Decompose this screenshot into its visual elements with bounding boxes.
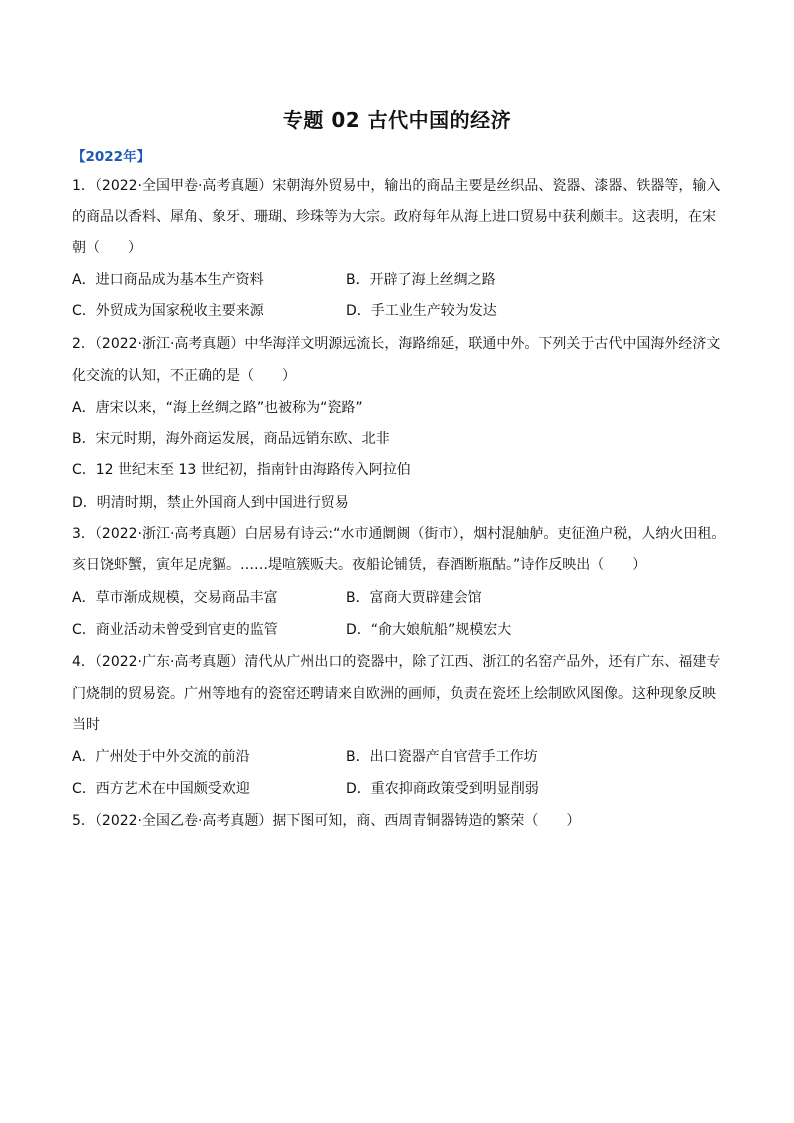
page-title: 专题 02 古代中国的经济: [282, 108, 512, 132]
q3-option-c: C．商业活动未曾受到官吏的监管: [72, 622, 278, 638]
q2-stem-line-1: 2．（2022·浙江·高考真题）中华海洋文明源远流长，海路绵延，联通中外。下列关于古代中国海外经济文: [72, 336, 721, 352]
q1-option-d: D．手工业生产较为发达: [346, 303, 497, 319]
q3-option-b: B．富商大贾辟建会馆: [346, 590, 482, 606]
q1-stem-line-3: 朝（ ）: [72, 240, 142, 256]
q2-stem-line-2: 化交流的认知，不正确的是（ ）: [72, 368, 296, 384]
q4-stem-line-1: 4．（2022·广东·高考真题）清代从广州出口的瓷器中，除了江西、浙江的名窑产品外，还有广东、福建专: [72, 654, 721, 670]
q2-option-a: A．唐宋以来，“海上丝绸之路”也被称为“瓷路”: [72, 400, 363, 416]
section-year-label: 【2022年】: [72, 149, 151, 165]
q4-option-a: A．广州处于中外交流的前沿: [72, 749, 250, 765]
q1-stem-line-1: 1．（2022·全国甲卷·高考真题）宋朝海外贸易中，输出的商品主要是丝织品、瓷器、漆器、铁器等，输入: [72, 178, 721, 194]
q2-option-c: C．12 世纪末至 13 世纪初，指南针由海路传入阿拉伯: [72, 462, 411, 478]
q3-stem-line-1: 3．（2022·浙江·高考真题）白居易有诗云:“水市通阛阓（街市），烟村混舳舻。吏征渔户税，人纳火田租。: [72, 526, 726, 542]
q5-stem-line-1: 5．（2022·全国乙卷·高考真题）据下图可知，商、西周青铜器铸造的繁荣（ ）: [72, 813, 581, 829]
q1-option-b: B．开辟了海上丝绸之路: [346, 272, 496, 288]
q4-option-d: D．重农抑商政策受到明显削弱: [346, 781, 539, 797]
q1-option-c: C．外贸成为国家税收主要来源: [72, 303, 264, 319]
q4-option-b: B．出口瓷器产自官营手工作坊: [346, 749, 538, 765]
q2-option-d: D．明清时期，禁止外国商人到中国进行贸易: [72, 495, 349, 511]
q1-stem-line-2: 的商品以香料、犀角、象牙、珊瑚、珍珠等为大宗。政府每年从海上进口贸易中获利颇丰。这表明，在宋: [72, 209, 716, 225]
q4-option-c: C．西方艺术在中国颇受欢迎: [72, 781, 250, 797]
q2-option-b: B．宋元时期，海外商运发展，商品远销东欧、北非: [72, 431, 390, 447]
q3-option-d: D．“俞大娘航船”规模宏大: [346, 622, 512, 638]
q3-stem-line-2: 亥日饶虾蟹，寅年足虎貙。……堤喧簇贩夫。夜船论铺赁，春酒断瓶酤。”诗作反映出（ ）: [72, 557, 647, 573]
q3-option-a: A．草市渐成规模，交易商品丰富: [72, 590, 278, 606]
q4-stem-line-3: 当时: [72, 717, 100, 733]
q4-stem-line-2: 门烧制的贸易瓷。广州等地有的瓷窑还聘请来自欧洲的画师，负责在瓷坯上绘制欧风图像。这种现象反映: [72, 686, 716, 702]
q1-option-a: A．进口商品成为基本生产资料: [72, 272, 264, 288]
